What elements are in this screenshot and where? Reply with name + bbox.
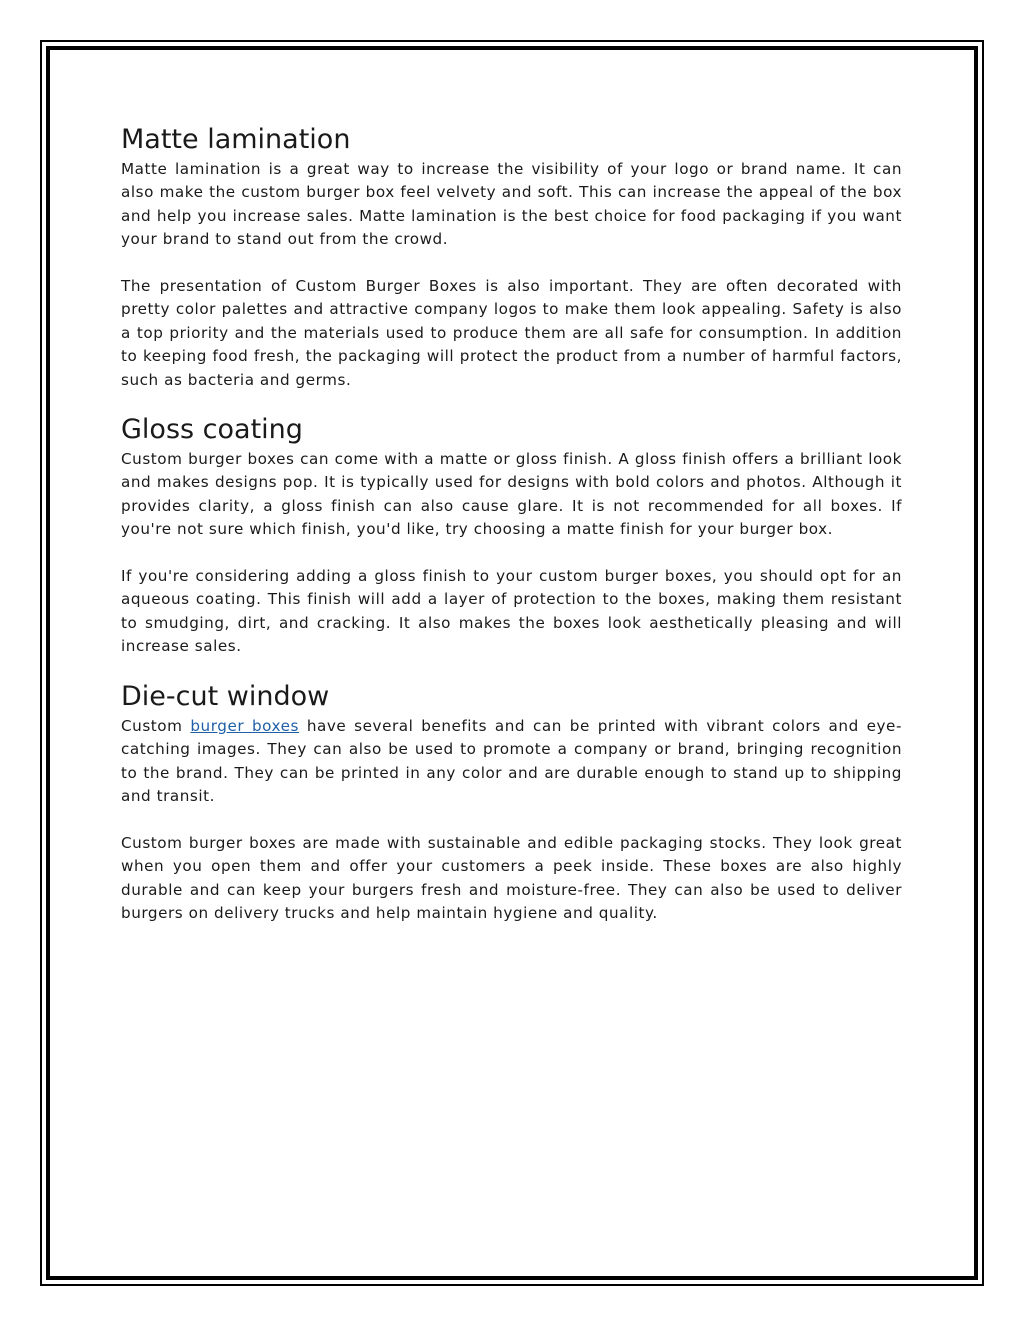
document-body xyxy=(121,122,902,925)
paragraph-text: Custom xyxy=(121,716,191,735)
paragraph: The presentation of Custom Burger Boxes is also important. They are often decorated with pretty color palettes and attractive company logos to make them look appealing. Safety is also a top priority and the materials used to produce them are all safe for consumption. In addition to keeping food fresh, the packaging will protect the product from a number of harmful factors, such as bacteria and germs. xyxy=(121,277,902,389)
section-die-cut-window xyxy=(121,679,902,926)
section-heading: Gloss coating xyxy=(121,414,303,446)
section-matte-lamination xyxy=(121,122,902,392)
section-gloss-coating xyxy=(121,412,902,659)
section-heading: Die-cut window xyxy=(121,680,330,712)
paragraph: If you're considering adding a gloss finish to your custom burger boxes, you should opt for an aqueous coating. This finish will add a layer of protection to the boxes, making them resistant to smudging, dirt, and cracking. It also makes the boxes look aesthetically pleasing and will increase sales. xyxy=(121,567,902,656)
section-heading: Matte lamination xyxy=(121,124,351,155)
paragraph: Custom burger boxes are made with sustainable and edible packaging stocks. They look great when you open them and offer your customers a peek inside. These boxes are also highly durable and can keep your burgers fresh and moisture-free. They can also be used to deliver burgers on delivery trucks and help maintain hygiene and quality. xyxy=(121,833,902,922)
paragraph: Matte lamination is a great way to increase the visibility of your logo or brand name. It can also make the custom burger box feel velvety and soft. This can increase the appeal of the box and help you increase sales. Matte lamination is the best choice for food packaging if you want your brand to stand out from the crowd. xyxy=(121,160,902,249)
paragraph-text: have several benefits and can be printed with vibrant colors and eye-catching images. They can also be used to promote a company or brand, bringing recognition to the brand. They can be printed in any color and are durable enough to stand up to shipping and transit. xyxy=(121,716,902,805)
burger-boxes-link[interactable]: burger boxes xyxy=(190,716,299,735)
paragraph: Custom burger boxes can come with a matte or gloss finish. A gloss finish offers a brilliant look and makes designs pop. It is typically used for designs with bold colors and photos. Although it provides clarity, a gloss finish can also cause glare. It is not recommended for all boxes. If you're not sure which finish, you'd like, try choosing a matte finish for your burger box. xyxy=(121,450,902,539)
paragraph xyxy=(121,715,902,809)
